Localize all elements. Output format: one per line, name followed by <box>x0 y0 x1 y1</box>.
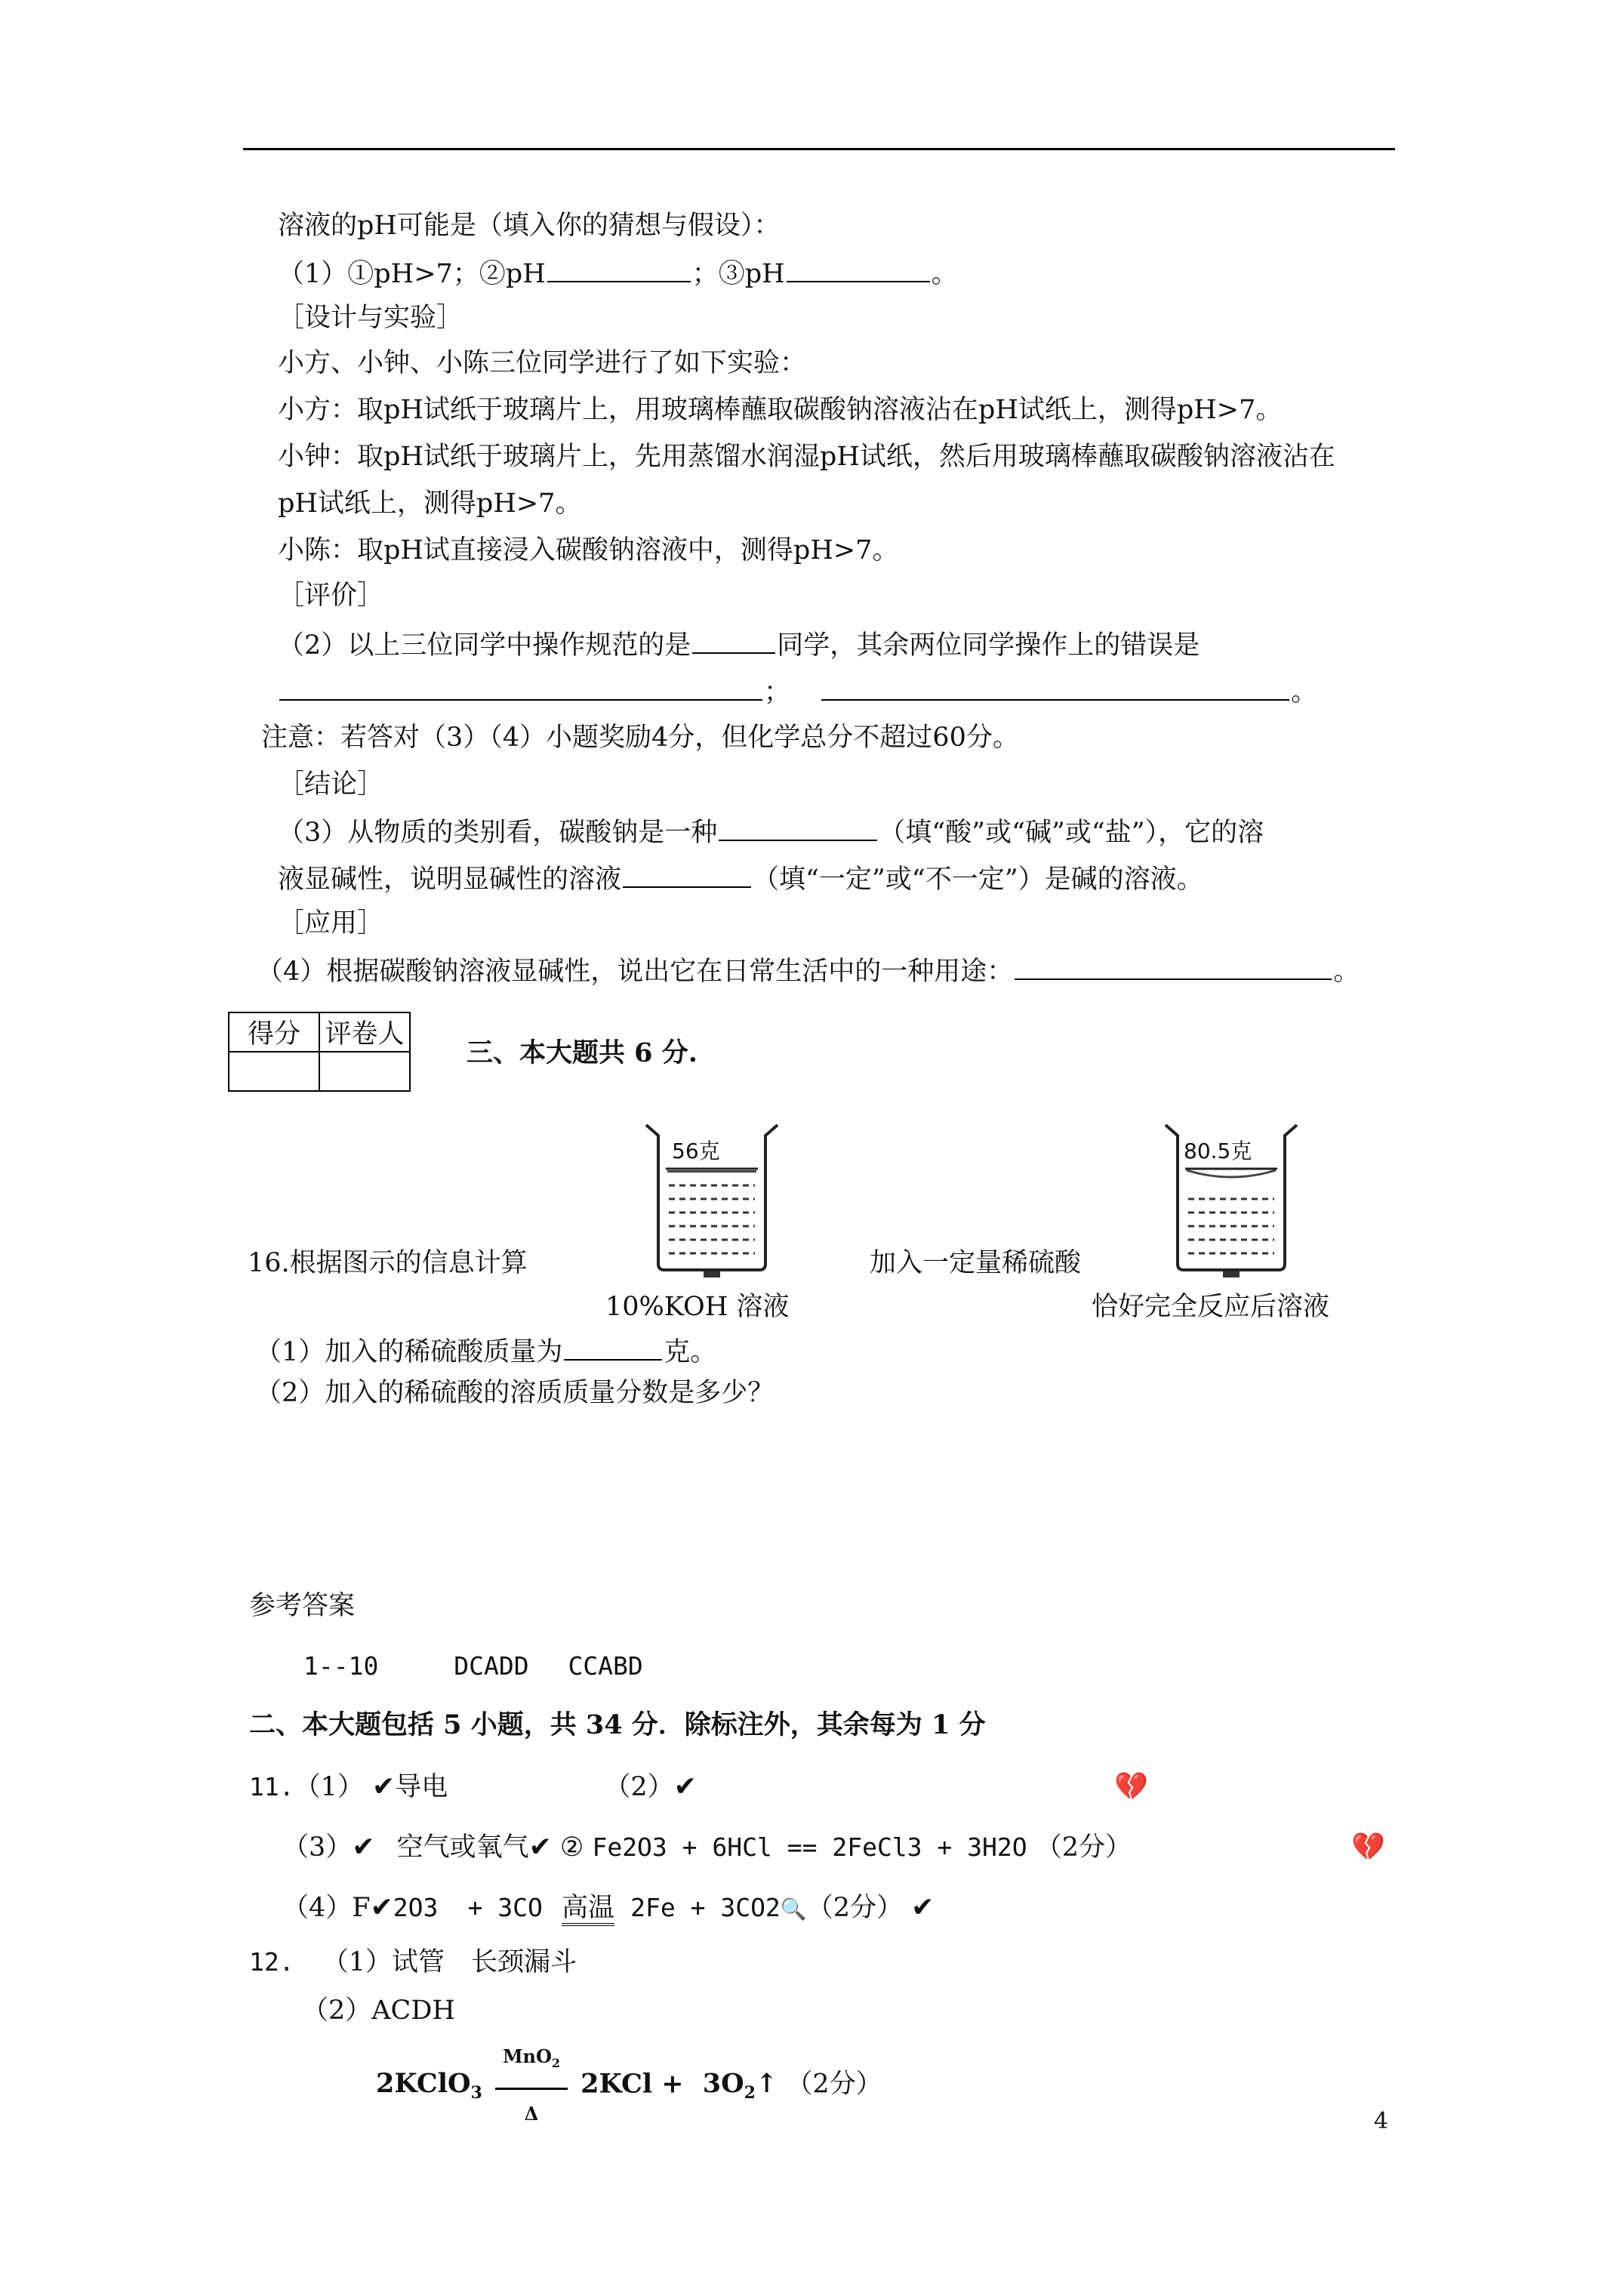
text: ② <box>559 1832 584 1863</box>
question-4-line <box>257 953 1360 989</box>
section-3-title: 三、本大题共 6 分. <box>467 1037 698 1068</box>
product: 2KCl + <box>581 2068 684 2100</box>
equation: Fe2O3 + 6HCl == 2FeCl3 + 3H2O <box>592 1832 1027 1862</box>
text-line: 小方、小钟、小陈三位同学进行了如下实验： <box>278 348 807 378</box>
text: （2）以上三位同学中操作规范的是 <box>278 630 691 661</box>
section-heading: ［结论］ <box>278 769 384 800</box>
text: （填“酸”或“碱”或“盐”），它的溶 <box>879 818 1264 848</box>
question-1-line <box>278 255 958 291</box>
text-line: 小陈：取pH试直接浸入碳酸钠溶液中，测得pH>7。 <box>278 535 899 566</box>
reaction-step-label: 加入一定量稀硫酸 <box>870 1248 1082 1278</box>
question-16-1 <box>255 1333 716 1370</box>
score-cell[interactable] <box>229 1052 319 1091</box>
equation-kclo3 <box>376 2034 882 2137</box>
score-table <box>228 1012 411 1092</box>
text: 空气或氧气 <box>396 1832 529 1863</box>
beaker-2-mass: 80.5克 <box>1184 1139 1252 1163</box>
text: （2分） <box>806 1893 903 1923</box>
text: （3）从物质的类别看，碳酸钠是一种 <box>278 818 718 848</box>
text: 液显碱性，说明显碱性的溶液 <box>278 864 622 895</box>
text-line: 小钟：取pH试纸于玻璃片上，先用蒸馏水润湿pH试纸，然后用玻璃棒蘸取碳酸钠溶液沾在 <box>278 442 1335 472</box>
check-icon: ✔ <box>528 1832 552 1863</box>
answers-title: 参考答案 <box>249 1591 356 1621</box>
broken-heart-icon: 💔 <box>1351 1832 1385 1863</box>
text: （4）根据碳酸钠溶液显碱性，说出它在日常生活中的一种用途： <box>257 957 1014 987</box>
check-icon: ✔ <box>370 1892 393 1923</box>
text: ；③pH <box>691 259 785 289</box>
answer-blank[interactable] <box>1015 953 1332 980</box>
check-icon: ✔ <box>673 1771 697 1802</box>
check-icon: ✔ <box>352 1832 375 1863</box>
beaker-2-caption: 恰好完全反应后溶液 <box>1092 1292 1330 1322</box>
answer-11-line-4 <box>282 1891 934 1927</box>
answer-line <box>278 673 1317 710</box>
text: （1） <box>294 1772 364 1802</box>
answer-blank[interactable] <box>787 255 930 282</box>
formula: 2Fe + 3CO2 <box>630 1893 781 1922</box>
answer-11-line-1 <box>249 1770 697 1804</box>
question-3-line <box>278 814 1264 850</box>
section-heading: ［设计与实验］ <box>278 303 463 333</box>
mc-group-2: CCABD <box>568 1651 643 1681</box>
beaker-1-caption: 10%KOH 溶液 <box>605 1292 790 1322</box>
answer-blank[interactable] <box>623 861 751 888</box>
question-16-2: （2）加入的稀硫酸的溶质质量分数是多少？ <box>255 1378 775 1408</box>
text: 。 <box>1333 957 1360 987</box>
text: （3） <box>282 1832 353 1863</box>
answer-blank[interactable] <box>547 255 691 282</box>
mc-answers <box>303 1649 643 1684</box>
text: 克。 <box>664 1337 717 1367</box>
text: （1）加入的稀硫酸质量为 <box>255 1337 563 1367</box>
mc-group-1: DCADD <box>454 1651 529 1681</box>
reactant: 2KClO$_3$ <box>376 2068 482 2103</box>
text: （2分） <box>1035 1832 1132 1863</box>
check-icon: ✔ <box>911 1892 935 1923</box>
text-line: 小方：取pH试纸于玻璃片上，用玻璃棒蘸取碳酸钠溶液沾在pH试纸上，测得pH>7。 <box>278 395 1283 425</box>
header-rule <box>243 148 1395 150</box>
formula: + 3CO <box>467 1893 543 1922</box>
score-header: 得分 <box>229 1012 319 1052</box>
text: 同学，其余两位同学操作上的错误是 <box>777 630 1200 661</box>
text: （1）①pH>7；②pH <box>278 259 546 289</box>
section-heading: ［应用］ <box>278 908 384 938</box>
text: （1）试管 长颈漏斗 <box>322 1947 577 1977</box>
answer-blank[interactable] <box>564 1333 662 1361</box>
beaker-1-mass: 56克 <box>672 1139 720 1163</box>
answer-12-line-2: （2）ACDH <box>302 1996 455 2026</box>
text: ； <box>764 677 791 707</box>
broken-heart-icon: 💔 <box>1114 1771 1148 1802</box>
formula: 2O3 <box>393 1893 439 1922</box>
mc-range: 1--10 <box>303 1651 379 1681</box>
beaker-result-figure <box>1160 1122 1303 1282</box>
beaker-koh-figure <box>640 1122 784 1282</box>
text-line: 溶液的pH可能是（填入你的猜想与假设）： <box>278 211 781 241</box>
answer-number: 12. <box>249 1947 294 1977</box>
text: （2） <box>604 1772 674 1802</box>
page-number: 4 <box>1374 2108 1389 2134</box>
magnifier-icon: 🔍 <box>780 1897 807 1922</box>
answer-12-line-1 <box>249 1945 577 1980</box>
text-line: pH试纸上，测得pH>7。 <box>278 488 582 519</box>
text: 。 <box>1291 677 1318 707</box>
note-line: 注意：若答对（3）（4）小题奖励4分，但化学总分不超过60分。 <box>261 723 1019 753</box>
product: $3O_2↑$ <box>702 2068 778 2103</box>
text: 导电 <box>395 1772 448 1802</box>
answer-11-line-3 <box>282 1830 1132 1865</box>
check-icon: ✔ <box>372 1771 396 1802</box>
reaction-condition: $\frac{MnO_2}{\Delta}$ <box>495 2034 568 2137</box>
answer-blank[interactable] <box>279 673 762 701</box>
question-2-line <box>278 627 1200 663</box>
question-16-stem: 16.根据图示的信息计算 <box>248 1248 528 1278</box>
text: （4）F <box>282 1893 371 1923</box>
grader-header: 评卷人 <box>319 1012 410 1052</box>
answer-blank[interactable] <box>719 814 877 841</box>
condition: 高温 <box>562 1893 614 1926</box>
answer-number: 11. <box>249 1772 294 1801</box>
answer-blank[interactable] <box>821 673 1289 701</box>
section-heading: ［评价］ <box>278 581 384 611</box>
section-2-heading: 二、本大题包括 5 小题，共 34 分．除标注外，其余每为 1 分 <box>249 1709 986 1740</box>
grader-cell[interactable] <box>319 1052 410 1091</box>
score-note: （2分） <box>786 2069 882 2100</box>
text: （填“一定”或“不一定”）是碱的溶液。 <box>753 864 1203 895</box>
answer-blank[interactable] <box>692 627 775 654</box>
question-3-line-2 <box>278 861 1203 897</box>
text: 。 <box>931 259 958 289</box>
